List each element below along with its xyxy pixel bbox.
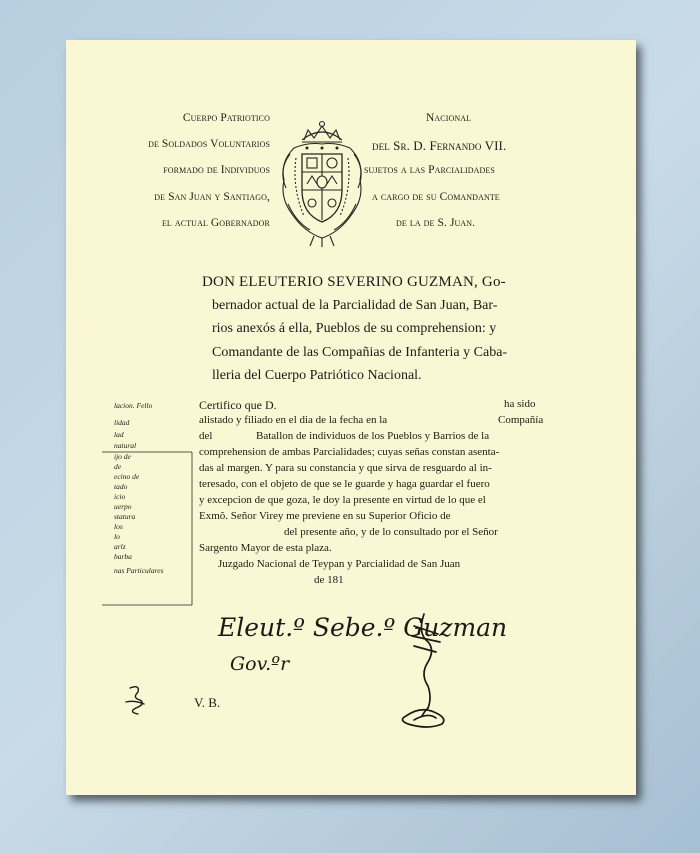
- body-line-3-right: Batallon de individuos de los Pueblos y Barrios de la: [256, 430, 490, 442]
- margin-label: de: [114, 462, 122, 471]
- declaration-line-4: Comandante de las Compañias de Infanteria y Caba-: [212, 345, 508, 360]
- margin-label: arlz: [114, 542, 126, 551]
- heading-left-1: Cuerpo Patriotico: [182, 112, 270, 124]
- margin-label: lo: [114, 532, 120, 541]
- margin-label: statura: [114, 512, 136, 521]
- rubric-flourish-icon: [384, 612, 464, 732]
- body-line-10: Sargento Mayor de esta plaza.: [199, 542, 332, 554]
- body-line-7: y excepcion de que goza, le doy la presente en virtud de lo que el: [199, 494, 486, 506]
- vb-mark: V. B.: [194, 695, 221, 710]
- body-line-8: Exmõ. Señor Virey me previene en su Superior Oficio de: [199, 510, 451, 522]
- margin-label: natural: [114, 441, 137, 450]
- margin-label: uerpo: [114, 502, 132, 511]
- document-page: [66, 40, 636, 795]
- margin-label: los: [114, 522, 123, 531]
- body-line-1-right: ha sido: [504, 398, 536, 410]
- body-line-12: de 181: [314, 574, 344, 586]
- body-line-6: teresado, con el objeto de que se le guarde y haga guardar el fuero: [199, 478, 490, 490]
- body-line-3-left: del: [199, 430, 213, 442]
- body-line-11: Juzgado Nacional de Teypan y Parcialidad de San Juan: [218, 558, 461, 570]
- body-line-5: das al margen. Y para su constancia y que sirva de resguardo al in-: [199, 462, 492, 474]
- heading-left-3: formado de Individuos: [163, 164, 270, 176]
- heading-right-1: Nacional: [426, 112, 472, 124]
- body-line-4: comprehension de ambas Parcialidades; cuyas señas constan asenta-: [199, 446, 500, 458]
- margin-label: ijo de: [114, 452, 131, 461]
- heading-right-2: del Sr. D. Fernando VII.: [372, 138, 507, 153]
- heading-right-3: sujetos a las Parcialidades: [364, 164, 495, 176]
- declaration-line-5: lleria del Cuerpo Patriótico Nacional.: [212, 368, 422, 383]
- signature-line-1: Eleut.º Sebe.º Guzman: [218, 613, 508, 642]
- margin-footer: nas Particulares: [114, 566, 164, 575]
- margin-label: barba: [114, 552, 132, 561]
- declaration-line-3: rios anexós á ella, Pueblos de su comprehension: y: [212, 321, 497, 336]
- body-line-1-left: Certifico que D.: [199, 398, 277, 412]
- heading-right-5: de la de S. Juan.: [396, 217, 476, 229]
- heading-left-2: de Soldados Voluntarios: [148, 138, 270, 150]
- margin-label: icio: [114, 492, 126, 501]
- margin-label: lad: [114, 430, 124, 439]
- declaration-line-2: bernador actual de la Parcialidad de San Juan, Bar-: [212, 298, 498, 313]
- heading-left-4: de San Juan y Santiago,: [154, 191, 270, 203]
- coat-of-arms-icon: [274, 118, 370, 248]
- declaration-line-1: DON ELEUTERIO SEVERINO GUZMAN, Go-: [202, 274, 506, 290]
- vb-flourish-icon: [118, 680, 158, 720]
- margin-label: lidad: [114, 418, 130, 427]
- body-line-9: del presente año, y de lo consultado por el Señor: [284, 526, 498, 538]
- signature-line-2: Gov.ºr: [230, 653, 290, 675]
- body-line-2-right: Compañía: [498, 414, 544, 426]
- body-line-2-left: alistado y filiado en el dia de la fecha en la: [199, 414, 388, 426]
- heading-left-5: el actual Gobernador: [161, 217, 270, 229]
- margin-label: tado: [114, 482, 128, 491]
- margin-label: lacion. Fello: [114, 401, 153, 410]
- margin-label: ecino de: [114, 472, 140, 481]
- heading-right-4: a cargo de su Comandante: [372, 191, 500, 203]
